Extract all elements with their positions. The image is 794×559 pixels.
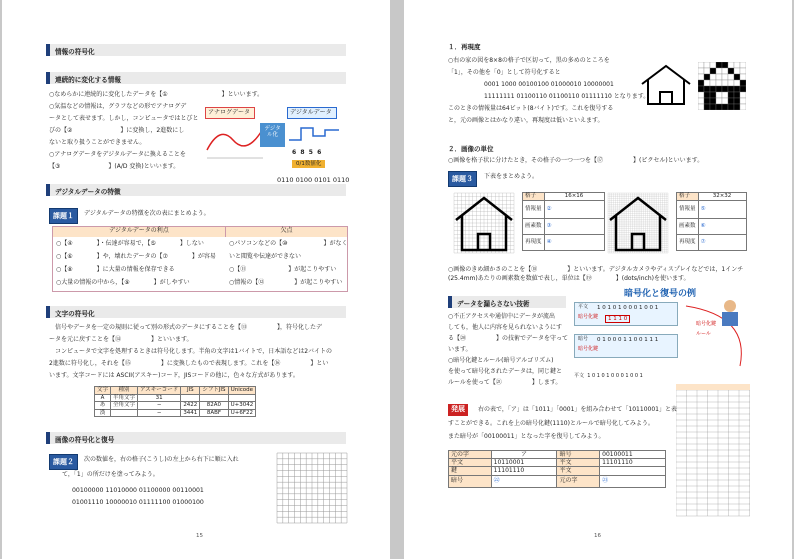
- section-heading-encryption: データを漏らさない技術: [448, 296, 566, 308]
- text-line: ータを元に戻すことを【⑭ 】といいます。: [49, 336, 193, 343]
- task1-text: デジタルデータの特徴を次の表にまとめよう。: [84, 210, 210, 217]
- text-line: ータとして表せます。しかし，コンピュータではとびと: [49, 115, 199, 122]
- analog-label: アナログデータ: [205, 107, 255, 119]
- text-line: びの【② 】に変換し，2進数にし: [49, 127, 185, 134]
- text-line: しても，他人に内容を見られないようにす: [448, 324, 563, 331]
- char-code-table: 文字 種別 アスキーコード JIS シフトJIS Unicode A 半角文字 31 あ 全角文字 − 2422 82A0 U+3042 漢 − 3441 8ABF U+6F22: [94, 386, 256, 417]
- advantage-header: デジタルデータの利点: [53, 227, 225, 237]
- diagram-title: 暗号化と復号の例: [624, 289, 697, 299]
- text-line: 0001 1000 00100100 01000010 10000001: [448, 81, 614, 88]
- advantage-item: ○大量の情報の中から，【⑨ 】がしやすい: [56, 279, 190, 286]
- quantize-label: 0/1数値化: [292, 160, 325, 168]
- code-table-chart: [676, 384, 750, 518]
- text-line: ないと取り扱うことができません。: [49, 139, 146, 146]
- blank-grid[interactable]: [276, 452, 348, 524]
- advanced-text-2: すことができる。これを上の暗号化鍵(1110)とルールで暗号化してみよう。: [448, 420, 654, 427]
- task2-line1: 次の数値を，右の格子(こうし)の左上から右下に順に入れ: [84, 456, 239, 463]
- rule-label: ルール: [696, 331, 711, 337]
- feature-table: [52, 226, 348, 292]
- task3-text: 下表をまとめよう。: [484, 173, 539, 180]
- section-heading-character: 文字の符号化: [46, 306, 346, 318]
- advantage-item: ○【⑥ 】や，壊れたデータの【⑦ 】が容易: [56, 253, 216, 260]
- task3-table-left: 格子 16×16 情報量 ② 画素数 ③ 再現度 ④: [522, 192, 605, 251]
- reproduction-heading: １．再現度: [448, 43, 481, 51]
- house-pixel-image: [698, 62, 746, 110]
- text-line: このときの情報量は64ビット(8バイト)です。これを復号する: [448, 105, 614, 112]
- text-line: と，元の画像とはかなり違い，再現度は低いといえます。: [448, 117, 604, 124]
- right-page: [404, 0, 792, 559]
- task1-badge: 課題１: [49, 208, 78, 224]
- house-16-grid: [450, 192, 518, 254]
- key-label: 暗号化鍵: [696, 321, 717, 327]
- text-line: 【③ 】(A/D 変換)といいます。: [49, 163, 180, 170]
- plaintext-block-1: 平文 1 0 1 0 1 0 0 0 1 0 0 1 暗号化鍵 1 1 1 0: [574, 302, 678, 326]
- advanced-text-1: 右の表で，「ア」は「1011」「0001」を組み合わせて「10110001」と表: [478, 406, 677, 413]
- section-heading-continuous: 連続的に変化する情報: [46, 72, 346, 84]
- text-line: 信号やデータを一定の規則に従って別の形式のデータにすることを【⑬ 】，符号化したデ: [49, 324, 323, 331]
- sample-values: 6 8 5 6: [292, 149, 322, 156]
- disadvantage-header: 欠点: [225, 227, 347, 237]
- advantage-item: ○【⑧ 】に大量の情報を保存できる: [56, 266, 175, 273]
- advantage-item: ○【④ 】・伝達が容易で，【⑤ 】しない: [56, 240, 204, 247]
- cipher-block: 暗号 0 1 0 0 0 1 1 0 0 1 1 1 暗号化鍵: [574, 334, 678, 358]
- text-line: ○なめらかに連続的に変化したデータを【① 】といいます。: [49, 91, 264, 98]
- disadvantage-item: ○情報の【⑫ 】が起こりやすい: [229, 279, 343, 286]
- left-page: [2, 0, 390, 559]
- text-line: ルールを使って【㉑ 】します。: [448, 379, 562, 386]
- digital-label: デジタルデータ: [287, 107, 337, 119]
- text-line: を使って暗号化されたデータは，同じ鍵と: [448, 368, 563, 375]
- disadvantage-item: ○【⑪ 】が起こりやすい: [229, 266, 337, 273]
- analog-graph: [205, 120, 265, 160]
- pixel-text: ○画像を格子状に分けたとき，その格子の一つ一つを【⑰ 】(ピクセル)といいます。: [448, 157, 704, 164]
- task2-badge: 課題２: [49, 454, 78, 470]
- text-line: ○アナログデータをデジタルデータに換えることを: [49, 151, 186, 158]
- plaintext-block-2: 平文 1 0 1 0 1 0 0 0 1 0 0 1: [574, 373, 643, 379]
- text-line: ○右の家の図を8×8の格子で区切って，黒の多めのところを: [448, 57, 610, 64]
- text-line: 2進数に符号化し，それを【⑮ 】に変換したもので表現します。これを【⑯ 】とい: [49, 360, 329, 367]
- text-line: います。文字コードには ASCII(アスキー)コード，JISコードの他に，色々な方式があります。: [49, 372, 299, 379]
- text-line: る【⑳ 】の技術でデータを守って: [448, 335, 569, 342]
- disadvantage-item: いと閲覧や伝達ができない: [229, 253, 302, 260]
- text-line: 11111111 01100110 01100110 01111110 となります。: [448, 93, 650, 100]
- text-line: コンピュータで文字を処理するときは符号化します。半角の文字は1バイトで，日本語などは2バイトの: [49, 348, 333, 355]
- advanced-badge: 発展: [448, 404, 468, 416]
- digitize-arrow: デジタル化: [260, 123, 285, 147]
- task3-table-right: 格子 32×32 情報量 ⑤ 画素数 ⑥ 再現度 ⑦: [676, 192, 747, 251]
- encryption-work-table: 元の字 ア 暗号 00100011 平文 10110001 平文 11101110 鍵 11101110 平文 暗号 ㉒ 元の字 ㉓: [448, 450, 666, 488]
- page-number: 15: [196, 533, 203, 539]
- resolution-text: ○画像のきめ細かさのことを【⑱ 】といいます。デジタルカメラやディスプレイなどでは，1インチ(25.4mm)あたりの画素数を数値で表し，単位は【⑲ 】(dots/inch)を使います。: [448, 266, 744, 283]
- text-line: ○気温などの情報は，グラフなどの形でアナログデ: [49, 103, 187, 110]
- text-line: 「1」，その他を「0」として符号化すると: [448, 69, 561, 76]
- advanced-text-3: また暗号が「00100011」となった字を復号してみよう。: [448, 433, 605, 440]
- disadvantage-item: ○パソコンなどの【⑩ 】がなく: [229, 240, 348, 247]
- key-rule-diagram: [680, 296, 762, 376]
- image-unit-heading: ２．画像の単位: [448, 145, 494, 153]
- task2-code1: 00100000 11010000 01100000 00110001: [72, 487, 204, 494]
- page-number: 16: [594, 533, 601, 539]
- digital-graph: [287, 120, 347, 150]
- page-title: 情報の符号化: [46, 44, 346, 56]
- text-line: ○暗号化鍵とルール(暗号アルゴリズム): [448, 357, 554, 364]
- section-heading-image: 画像の符号化と復号: [46, 432, 346, 444]
- text-line: ○不正アクセスや通信中にデータが流出: [448, 313, 556, 320]
- task2-code2: 01001110 10000010 01111100 01000100: [72, 499, 204, 506]
- task3-badge: 課題３: [448, 171, 477, 187]
- section-heading-digital: デジタルデータの特徴: [46, 184, 346, 196]
- binary-result: 0110 0100 0101 0110: [277, 176, 350, 184]
- text-line: います。: [448, 346, 472, 353]
- house-outline-image: [638, 62, 694, 108]
- house-32-grid: [604, 192, 672, 254]
- task2-line2: て，「1」の所だけを塗ってみよう。: [62, 471, 159, 478]
